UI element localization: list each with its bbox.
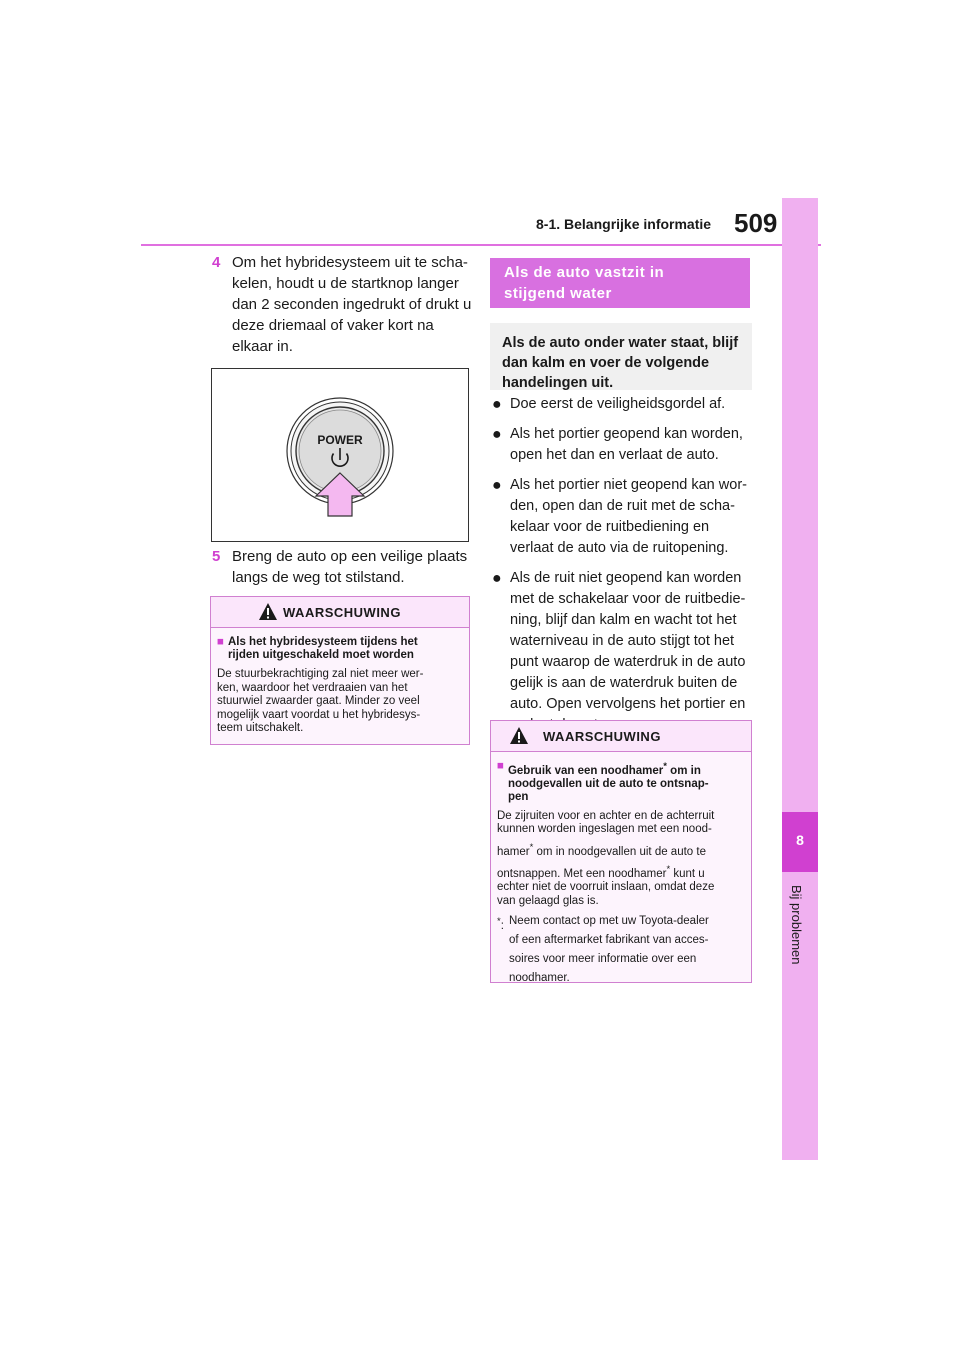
footnote: *: Neem contact op met uw Toyota-dealer of een aftermarket fabrikant van acces- soires voor meer informatie over een noodhamer. bbox=[497, 915, 709, 985]
warning-subheading: ■ Als het hybridesysteem tijdens het rijden uitgeschakeld moet worden bbox=[217, 636, 418, 661]
page-number: 509 bbox=[734, 208, 778, 238]
power-label: POWER bbox=[317, 433, 363, 447]
chapter-side-tab bbox=[782, 198, 818, 1160]
list-item: ● Als het portier niet geopend kan wor- den, open dan de ruit met de scha- kelaar voor de ruitbediening en verlaat de auto via de ruitopening. bbox=[492, 475, 758, 559]
header-rule bbox=[141, 244, 821, 246]
warning-body: De zijruiten voor en achter en de achterruit kunnen worden ingeslagen met een nood- hamer* om in noodgevallen uit de auto te ontsnappen. Met een noodhamer* kunt u echter niet de voorruit inslaan, omdat deze van gelaagd glas is. bbox=[497, 809, 715, 907]
warning-header bbox=[491, 721, 751, 752]
warning-box-hybrid bbox=[210, 596, 470, 745]
power-button-drawing bbox=[212, 369, 468, 541]
chapter-number: 8 bbox=[796, 832, 804, 848]
chapter-title: Bij problemen bbox=[789, 885, 804, 965]
bullet-icon: ● bbox=[492, 396, 502, 413]
intro-box: Als de auto onder water staat, blijf dan kalm en voer de volgende handelingen uit. bbox=[490, 323, 752, 390]
list-item: ● Doe eerst de veiligheidsgordel af. bbox=[492, 396, 726, 413]
warning-title: WAARSCHUWING bbox=[543, 729, 661, 744]
warning-body: De stuurbekrachtiging zal niet meer wer- ken, waardoor het verdraaien van het stuurwiel zwaarder gaat. Minder zo veel mogelijk vaart voordat u het hybridesys- teem uitschakelt. bbox=[217, 668, 424, 734]
warning-subheading: ■ Gebruik van een noodhamer* om in noodgevallen uit de auto te ontsnap- pen bbox=[497, 760, 709, 803]
warning-triangle-icon bbox=[509, 726, 529, 746]
section-banner: Als de auto vastzit in stijgend water bbox=[490, 258, 750, 308]
step-text: Om het hybridesysteem uit te scha- kelen, houdt u de startknop langer dan 2 seconden ingedrukt of drukt u deze driemaal of vaker kort na elkaar in. bbox=[232, 254, 472, 355]
step-number: 4 bbox=[212, 254, 221, 271]
section-header: 8-1. Belangrijke informatie bbox=[536, 216, 712, 232]
step-number: 5 bbox=[212, 548, 221, 565]
list-item: ● Als het portier geopend kan worden, open het dan en verlaat de auto. bbox=[492, 424, 758, 466]
power-button-illustration bbox=[211, 368, 469, 542]
list-item: ● Als de ruit niet geopend kan worden met de schakelaar voor de ruitbedie- ning, blijf dan kalm en wacht tot het waterniveau in de auto stijgt tot het punt waarop de waterdruk in de auto gelijk is aan de waterdruk buiten de auto. Open vervolgens het portier en bbox=[492, 568, 758, 736]
warning-box-hammer bbox=[490, 720, 752, 983]
step-text: Breng de auto op een veilige plaats langs de weg tot stilstand. bbox=[232, 548, 468, 586]
warning-triangle-icon bbox=[258, 602, 278, 622]
step-5 bbox=[212, 546, 474, 588]
bullet-list bbox=[492, 394, 758, 745]
bullet-icon: ● bbox=[492, 477, 502, 494]
warning-title: WAARSCHUWING bbox=[283, 605, 401, 620]
step-4 bbox=[212, 252, 474, 357]
bullet-icon: ● bbox=[492, 570, 502, 587]
warning-header bbox=[211, 597, 469, 628]
bullet-icon: ● bbox=[492, 426, 502, 443]
